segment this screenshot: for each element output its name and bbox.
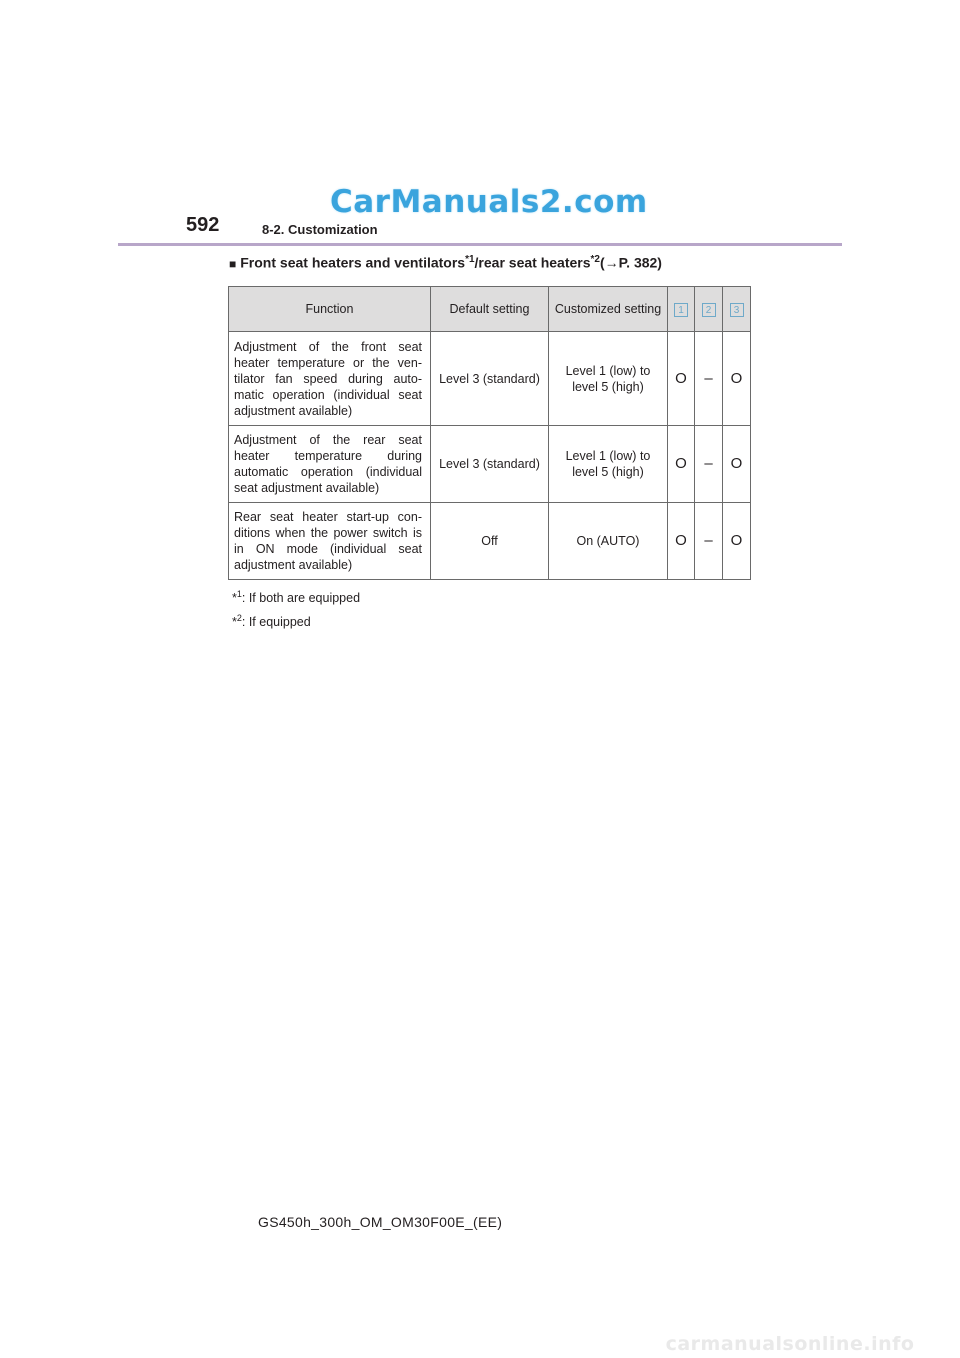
header-method-1	[668, 287, 695, 332]
row-method-3: O	[723, 503, 751, 580]
row-customized: Level 1 (low) to level 5 (high)	[549, 332, 668, 426]
row-default: Level 3 (standard)	[431, 332, 549, 426]
row-function: Rear seat heater start-up con- ditions when the power switch is in ON mode (individual seat adjustment available)	[229, 503, 431, 580]
footnote-1-text: : If both are equipped	[241, 591, 361, 606]
customization-table	[228, 286, 751, 580]
row-method-1: O	[668, 332, 695, 426]
watermark-logo-top: CarManuals2.com	[330, 184, 648, 220]
row-method-2: –	[695, 426, 723, 503]
table-header-row	[229, 287, 751, 332]
subheading-text-b: /rear seat heaters	[474, 254, 591, 271]
row-function: Adjustment of the rear seat heater temperature during automatic operation (individual seat adjustment available)	[229, 426, 431, 503]
watermark-logo-bottom: carmanualsonline.info	[665, 1333, 915, 1355]
header-function: Function	[229, 287, 431, 332]
table-row	[229, 332, 751, 426]
number-2-icon: 2	[702, 303, 716, 317]
footnote-2-mark: *	[232, 615, 237, 630]
subheading-text-a: Front seat heaters and ventilators	[240, 254, 466, 271]
number-3-icon: 3	[730, 303, 744, 317]
number-1-icon: 1	[674, 303, 688, 317]
row-method-3: O	[723, 426, 751, 503]
row-customized: Level 1 (low) to level 5 (high)	[549, 426, 668, 503]
row-method-1: O	[668, 503, 695, 580]
footnote-1	[232, 589, 360, 605]
subheading	[229, 254, 662, 271]
page-reference-link[interactable]: (→P. 382)	[599, 254, 662, 271]
footnote-2-text: : If equipped	[241, 615, 311, 630]
header-divider	[118, 243, 842, 246]
footnote-2	[232, 613, 311, 629]
header-method-3	[723, 287, 751, 332]
footnote-ref-2: *2	[590, 254, 600, 265]
footnote-ref-1: *1	[465, 254, 475, 265]
row-customized: On (AUTO)	[549, 503, 668, 580]
table-row	[229, 426, 751, 503]
bullet-square-icon: ■	[229, 256, 237, 271]
document-code: GS450h_300h_OM_OM30F00E_(EE)	[258, 1214, 503, 1230]
footnote-1-mark: *	[232, 591, 237, 606]
row-function: Adjustment of the front seat heater temperature or the ven- tilator fan speed during auto- matic operation (individual seat adjustment available)	[229, 332, 431, 426]
row-method-1: O	[668, 426, 695, 503]
table-row	[229, 503, 751, 580]
footnote-2-number: 2	[236, 613, 242, 623]
page-number: 592	[186, 214, 220, 236]
row-method-2: –	[695, 332, 723, 426]
header-default-setting: Default setting	[431, 287, 549, 332]
section-title: 8-2. Customization	[262, 222, 378, 237]
row-default: Off	[431, 503, 549, 580]
row-method-3: O	[723, 332, 751, 426]
header-customized-setting: Customized setting	[549, 287, 668, 332]
row-default: Level 3 (standard)	[431, 426, 549, 503]
footnote-1-number: 1	[236, 589, 242, 599]
header-method-2	[695, 287, 723, 332]
row-method-2: –	[695, 503, 723, 580]
